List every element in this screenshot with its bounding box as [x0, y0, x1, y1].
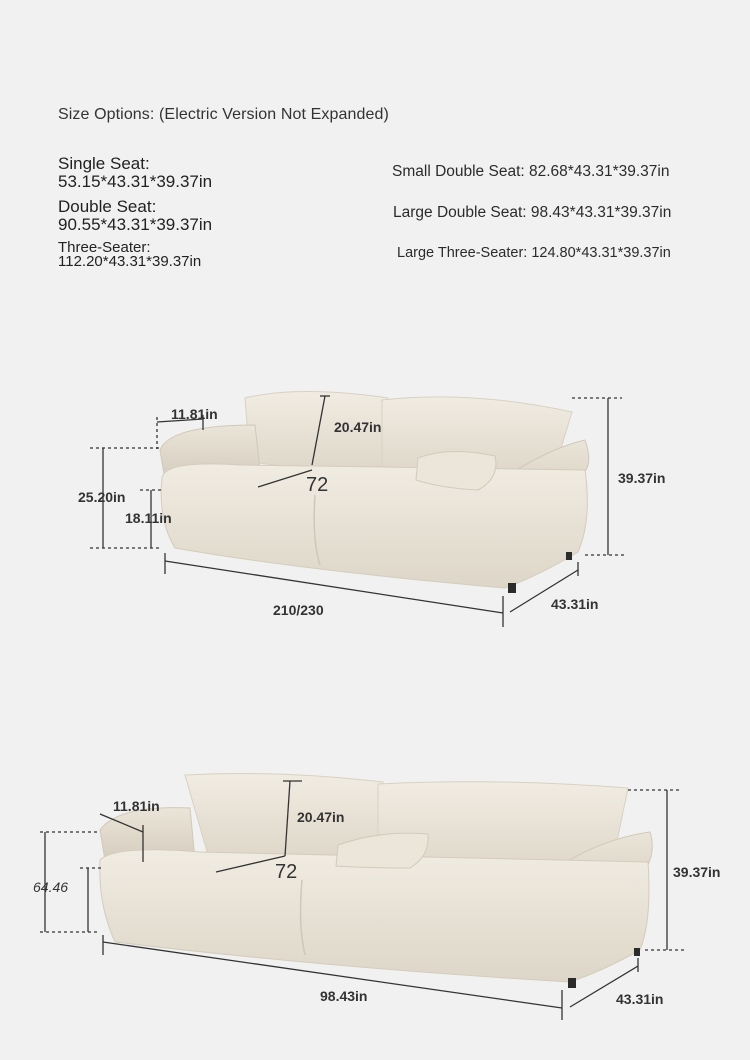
- dim-seat-height: 18.11in: [125, 510, 172, 526]
- size-small-double-seat: Small Double Seat: 82.68*43.31*39.37in: [392, 163, 670, 180]
- dim-seat-depth: 72: [306, 474, 329, 496]
- dim-back-cushion: 20.47in: [334, 419, 382, 435]
- size-options-heading: Size Options: (Electric Version Not Expanded): [58, 106, 389, 123]
- dim-arm-height-bottom: 64.46: [33, 879, 69, 895]
- dim-depth-bottom: 43.31in: [616, 991, 664, 1007]
- dim-depth: 43.31in: [551, 596, 599, 612]
- size-dims: 90.55*43.31*39.37in: [58, 214, 213, 234]
- dim-total-height-bottom: 39.37in: [673, 864, 721, 880]
- dim-length: 210/230: [273, 602, 324, 618]
- dim-arm-width: 11.81in: [171, 406, 218, 422]
- dim-arm-width-bottom: 11.81in: [113, 798, 160, 814]
- size-large-double-seat: Large Double Seat: 98.43*43.31*39.37in: [393, 204, 672, 221]
- sofa-illustration-bottom: [100, 774, 652, 988]
- dim-seat-depth-bottom: 72: [275, 861, 298, 883]
- dim-total-height: 39.37in: [618, 470, 666, 486]
- dim-length-bottom: 98.43in: [320, 988, 368, 1004]
- size-dims: 112.20*43.31*39.37in: [58, 253, 202, 271]
- size-name: Single Seat:: [58, 154, 150, 173]
- dim-arm-height: 25.20in: [78, 489, 126, 505]
- size-large-three-seater: Large Three-Seater: 124.80*43.31*39.37in: [397, 245, 671, 261]
- dim-back-cushion-bottom: 20.47in: [297, 809, 345, 825]
- size-name: Double Seat:: [58, 197, 157, 216]
- size-name: Three-Seater:: [58, 239, 151, 256]
- size-dims: 53.15*43.31*39.37in: [58, 171, 213, 191]
